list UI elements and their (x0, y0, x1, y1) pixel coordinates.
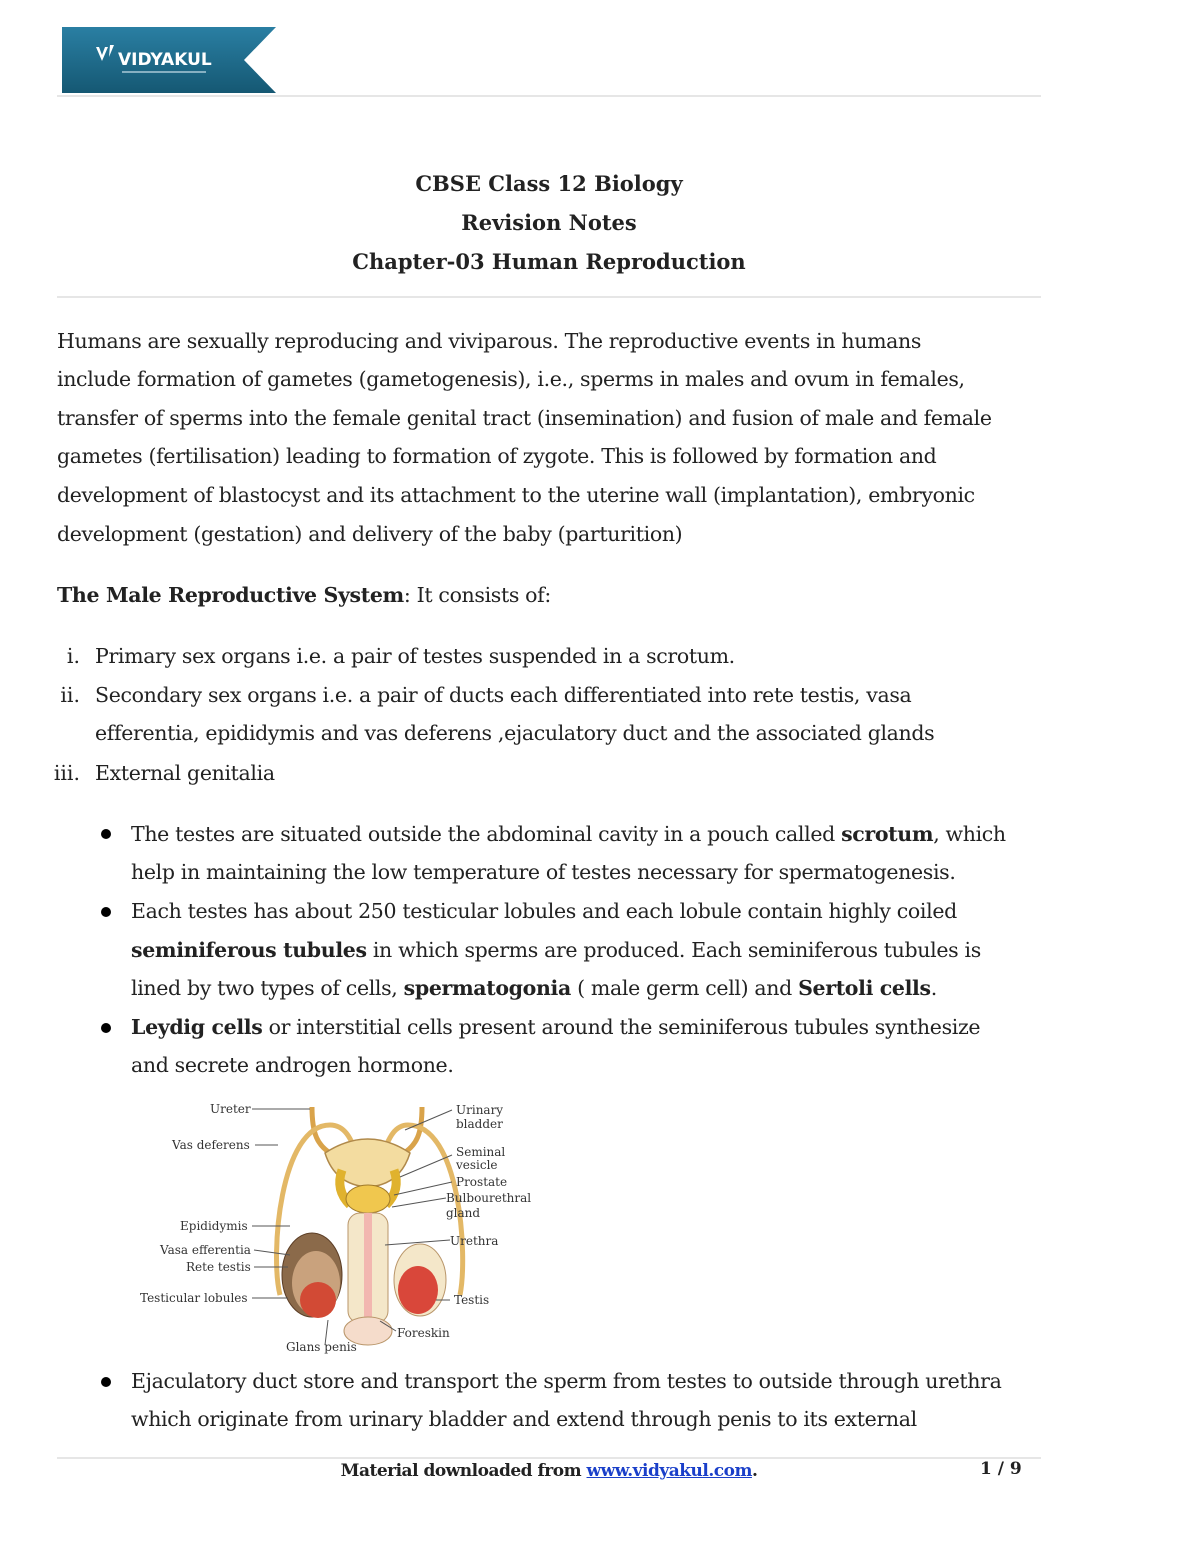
text: The testes are situated outside the abdominal cavity in a pouch called (131, 822, 842, 846)
heading-bold: The Male Reproductive System (57, 583, 404, 607)
bullet-text (131, 931, 1051, 970)
footer-end: . (751, 1461, 758, 1481)
vidyakul-logo (62, 27, 276, 93)
title-divider (57, 296, 1041, 298)
bullet-text (131, 1008, 1051, 1047)
label-bulbourethral: Bulbourethral (446, 1191, 532, 1205)
label-ureter: Ureter (210, 1102, 251, 1116)
label-glans-penis: Glans penis (286, 1340, 357, 1354)
list-item: Secondary sex organs i.e. a pair of ducts each differentiated into rete testis, vasa (95, 683, 912, 707)
heading-rest: : It consists of: (403, 583, 551, 607)
list-item: External genitalia (95, 761, 275, 785)
footer-text: Material downloaded from (340, 1461, 587, 1481)
label-urethra: Urethra (450, 1234, 499, 1248)
intro-line: Humans are sexually reproducing and viviparous. The reproductive events in humans (57, 329, 922, 353)
text: , which (933, 822, 1006, 846)
bullet-text (131, 969, 1051, 1008)
label-foreskin: Foreskin (397, 1326, 450, 1340)
male-reproductive-system-diagram (130, 1095, 550, 1360)
label-gland: gland (446, 1206, 481, 1220)
intro-line: transfer of sperms into the female genital tract (insemination) and fusion of male and female (57, 406, 992, 430)
bold-term: spermatogonia (403, 976, 571, 1000)
bullet-dot (101, 829, 111, 839)
title-line-3: Chapter-03 Human Reproduction (352, 249, 746, 274)
intro-line: gametes (fertilisation) leading to formation of zygote. This is followed by formation and (57, 444, 937, 468)
intro-line: development of blastocyst and its attachment to the uterine wall (implantation), embryonic (57, 483, 975, 507)
label-testicular-lobules: Testicular lobules (140, 1291, 248, 1305)
label-bladder: bladder (456, 1117, 503, 1131)
bold-term: scrotum (841, 822, 934, 846)
label-urinary: Urinary (456, 1103, 504, 1117)
text: . (930, 976, 937, 1000)
label-prostate: Prostate (456, 1175, 508, 1189)
bullet-text: Each testes has about 250 testicular lobules and each lobule contain highly coiled (131, 899, 957, 923)
bullet-text: help in maintaining the low temperature of testes necessary for spermatogenesis. (131, 860, 956, 884)
bold-term: Sertoli cells (798, 976, 931, 1000)
bullet-dot (101, 1377, 111, 1387)
intro-line: development (gestation) and delivery of the baby (parturition) (57, 522, 683, 546)
footer-divider (57, 1457, 1041, 1459)
footer-link[interactable]: www.vidyakul.com (586, 1461, 752, 1481)
label-vasa-efferentia: Vasa efferentia (160, 1243, 251, 1257)
page-number: 1 / 9 (980, 1459, 1022, 1479)
bullet-text (131, 815, 1051, 854)
bullet-text: and secrete androgen hormone. (131, 1053, 454, 1077)
list-number: i. (66, 644, 80, 668)
text: or interstitial cells present around the seminiferous tubules synthesize (262, 1015, 981, 1039)
list-item: efferentia, epididymis and vas deferens ,ejaculatory duct and the associated glands (95, 721, 935, 745)
text: ( male germ cell) and (570, 976, 799, 1000)
bullet-dot (101, 907, 111, 917)
page-title (57, 164, 1041, 281)
bullet-text: Ejaculatory duct store and transport the sperm from testes to outside through urethra (131, 1369, 1002, 1393)
brand-text: VIDYAKUL (118, 50, 212, 70)
text: lined by two types of cells, (131, 976, 404, 1000)
male-system-heading (57, 576, 1047, 615)
list-number: iii. (53, 761, 80, 785)
title-line-2: Revision Notes (461, 210, 637, 235)
label-rete-testis: Rete testis (186, 1260, 251, 1274)
label-epididymis: Epididymis (180, 1219, 248, 1233)
bold-term: Leydig cells (131, 1015, 263, 1039)
bullet-text: which originate from urinary bladder and extend through penis to its external (131, 1407, 917, 1431)
label-vesicle: vesicle (456, 1158, 498, 1172)
bullet-dot (101, 1023, 111, 1033)
label-testis: Testis (454, 1293, 490, 1307)
title-line-1: CBSE Class 12 Biology (415, 171, 683, 196)
footer (57, 1461, 1041, 1481)
list-number: ii. (60, 683, 80, 707)
intro-line: include formation of gametes (gametogenesis), i.e., sperms in males and ovum in females, (57, 367, 965, 391)
list-item: Primary sex organs i.e. a pair of testes suspended in a scrotum. (95, 644, 735, 668)
bold-term: seminiferous tubules (131, 938, 367, 962)
label-vas-deferens: Vas deferens (172, 1138, 250, 1152)
header-divider (57, 95, 1041, 97)
label-seminal: Seminal (456, 1145, 506, 1159)
text: in which sperms are produced. Each seminiferous tubules is (366, 938, 981, 962)
